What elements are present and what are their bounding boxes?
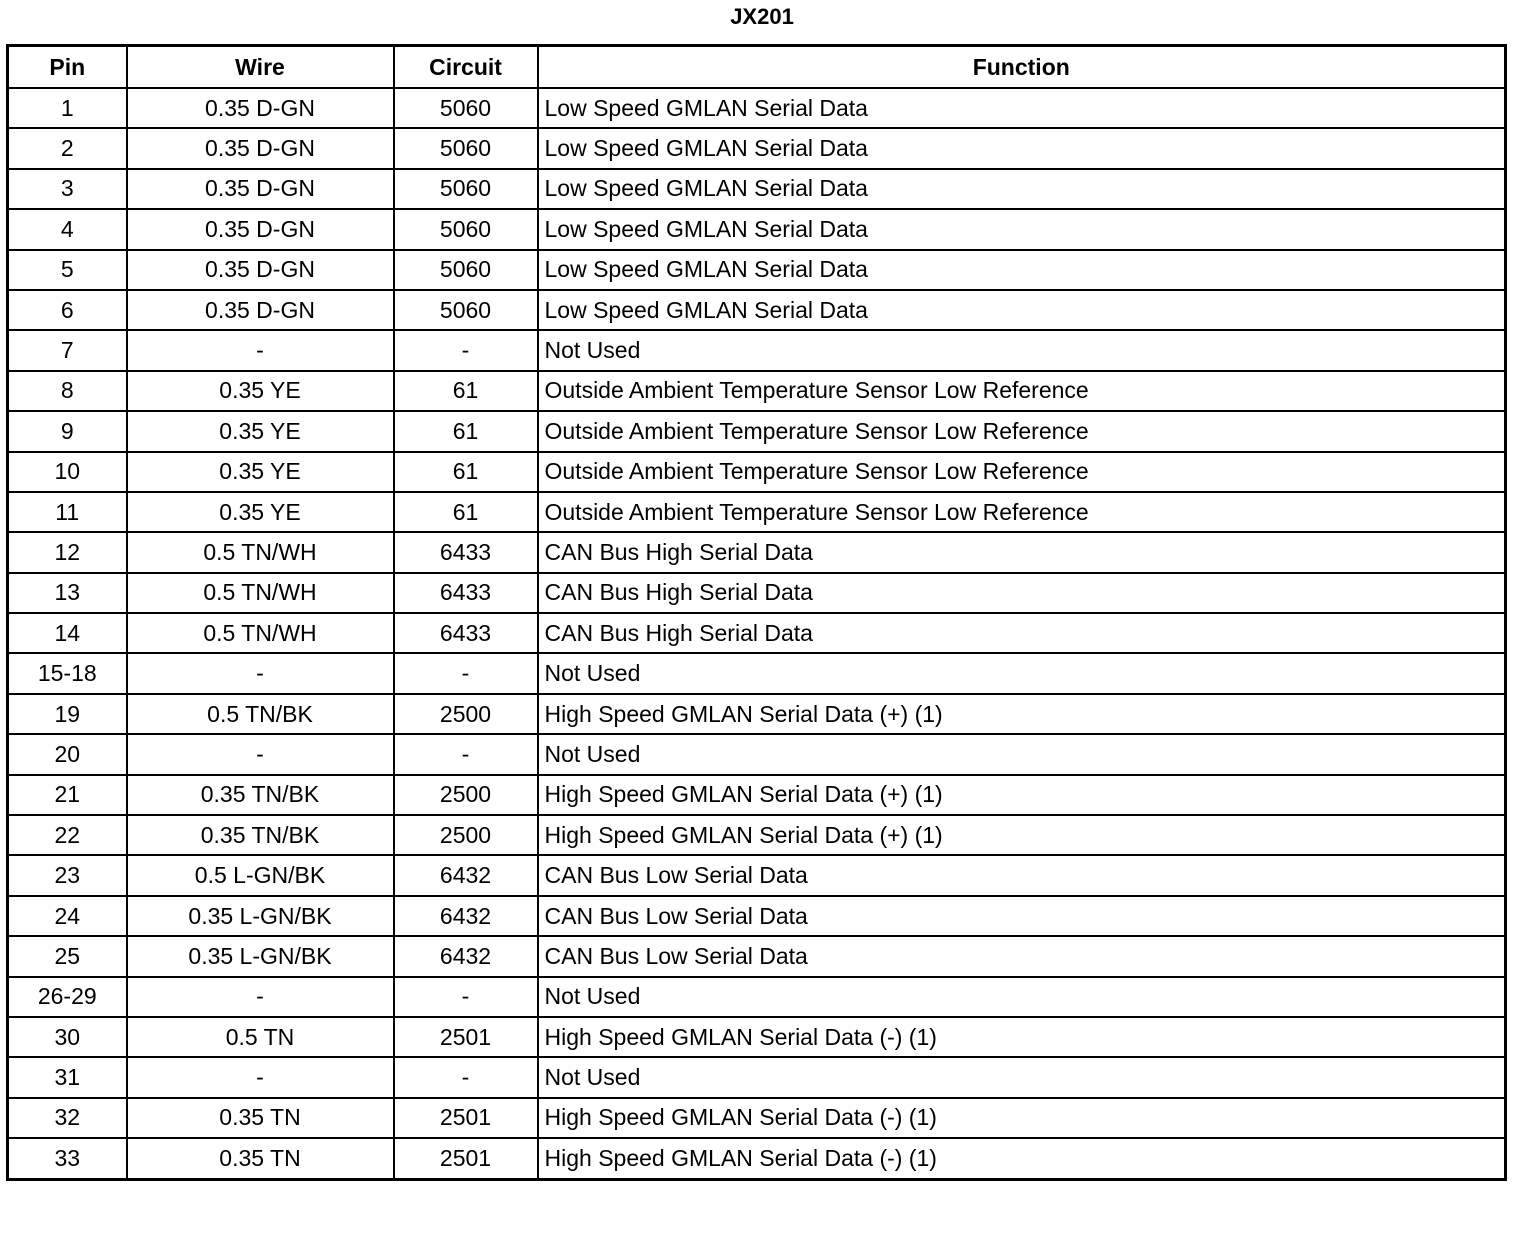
function-cell: High Speed GMLAN Serial Data (-) (1) bbox=[538, 1098, 1506, 1138]
circuit-cell: 61 bbox=[394, 371, 538, 411]
pin-cell: 20 bbox=[8, 734, 127, 774]
circuit-cell: 6433 bbox=[394, 613, 538, 653]
circuit-cell: 61 bbox=[394, 492, 538, 532]
function-cell: CAN Bus High Serial Data bbox=[538, 573, 1506, 613]
pin-cell: 3 bbox=[8, 169, 127, 209]
pin-cell: 31 bbox=[8, 1057, 127, 1097]
pin-cell: 4 bbox=[8, 209, 127, 249]
table-row bbox=[8, 371, 1506, 411]
table-row bbox=[8, 855, 1506, 895]
wire-cell: 0.35 YE bbox=[127, 371, 394, 411]
table-row bbox=[8, 815, 1506, 855]
wire-cell: - bbox=[127, 1057, 394, 1097]
pin-cell: 22 bbox=[8, 815, 127, 855]
function-cell: CAN Bus Low Serial Data bbox=[538, 855, 1506, 895]
circuit-cell: 61 bbox=[394, 452, 538, 492]
table-row bbox=[8, 492, 1506, 532]
circuit-cell: 5060 bbox=[394, 128, 538, 168]
pin-cell: 33 bbox=[8, 1138, 127, 1179]
pin-cell: 15-18 bbox=[8, 653, 127, 693]
table-row bbox=[8, 128, 1506, 168]
wire-cell: - bbox=[127, 977, 394, 1017]
pin-cell: 13 bbox=[8, 573, 127, 613]
table-row bbox=[8, 573, 1506, 613]
function-cell: CAN Bus Low Serial Data bbox=[538, 936, 1506, 976]
function-cell: CAN Bus Low Serial Data bbox=[538, 896, 1506, 936]
wire-cell: 0.35 YE bbox=[127, 492, 394, 532]
wire-cell: 0.5 TN/WH bbox=[127, 573, 394, 613]
function-cell: High Speed GMLAN Serial Data (+) (1) bbox=[538, 815, 1506, 855]
pin-cell: 19 bbox=[8, 694, 127, 734]
function-cell: Not Used bbox=[538, 1057, 1506, 1097]
circuit-cell: 2500 bbox=[394, 694, 538, 734]
wire-cell: 0.35 L-GN/BK bbox=[127, 936, 394, 976]
function-cell: High Speed GMLAN Serial Data (-) (1) bbox=[538, 1138, 1506, 1179]
circuit-cell: 5060 bbox=[394, 209, 538, 249]
wire-cell: - bbox=[127, 734, 394, 774]
pin-cell: 12 bbox=[8, 532, 127, 572]
function-cell: CAN Bus High Serial Data bbox=[538, 613, 1506, 653]
table-row bbox=[8, 613, 1506, 653]
table-row bbox=[8, 1098, 1506, 1138]
pin-cell: 30 bbox=[8, 1017, 127, 1057]
function-cell: Not Used bbox=[538, 653, 1506, 693]
table-row bbox=[8, 734, 1506, 774]
pin-cell: 11 bbox=[8, 492, 127, 532]
pin-cell: 14 bbox=[8, 613, 127, 653]
function-cell: CAN Bus High Serial Data bbox=[538, 532, 1506, 572]
function-cell: Outside Ambient Temperature Sensor Low Reference bbox=[538, 371, 1506, 411]
function-cell: Not Used bbox=[538, 734, 1506, 774]
wire-cell: 0.35 D-GN bbox=[127, 250, 394, 290]
pin-cell: 26-29 bbox=[8, 977, 127, 1017]
function-cell: High Speed GMLAN Serial Data (+) (1) bbox=[538, 775, 1506, 815]
wire-cell: 0.5 TN/WH bbox=[127, 532, 394, 572]
pin-cell: 25 bbox=[8, 936, 127, 976]
pinout-body bbox=[8, 88, 1506, 1179]
circuit-cell: 2500 bbox=[394, 815, 538, 855]
pin-cell: 8 bbox=[8, 371, 127, 411]
wire-cell: 0.35 L-GN/BK bbox=[127, 896, 394, 936]
wire-cell: 0.35 D-GN bbox=[127, 209, 394, 249]
circuit-cell: 6432 bbox=[394, 896, 538, 936]
pin-cell: 23 bbox=[8, 855, 127, 895]
wire-cell: 0.35 D-GN bbox=[127, 88, 394, 128]
table-row bbox=[8, 330, 1506, 370]
function-cell: Not Used bbox=[538, 977, 1506, 1017]
table-row bbox=[8, 169, 1506, 209]
circuit-cell: - bbox=[394, 977, 538, 1017]
wire-cell: 0.35 YE bbox=[127, 452, 394, 492]
function-cell: Low Speed GMLAN Serial Data bbox=[538, 250, 1506, 290]
pin-cell: 9 bbox=[8, 411, 127, 451]
pin-cell: 5 bbox=[8, 250, 127, 290]
column-header-wire: Wire bbox=[127, 46, 394, 89]
function-cell: Low Speed GMLAN Serial Data bbox=[538, 169, 1506, 209]
circuit-cell: 6432 bbox=[394, 855, 538, 895]
circuit-cell: 6433 bbox=[394, 532, 538, 572]
column-header-function: Function bbox=[538, 46, 1506, 89]
table-row bbox=[8, 936, 1506, 976]
connector-title: JX201 bbox=[730, 4, 794, 29]
wire-cell: 0.35 TN/BK bbox=[127, 815, 394, 855]
table-row bbox=[8, 88, 1506, 128]
function-cell: Not Used bbox=[538, 330, 1506, 370]
function-cell: Outside Ambient Temperature Sensor Low Reference bbox=[538, 411, 1506, 451]
function-cell: High Speed GMLAN Serial Data (+) (1) bbox=[538, 694, 1506, 734]
circuit-cell: 6433 bbox=[394, 573, 538, 613]
circuit-cell: 2501 bbox=[394, 1098, 538, 1138]
function-cell: Low Speed GMLAN Serial Data bbox=[538, 290, 1506, 330]
circuit-cell: 5060 bbox=[394, 250, 538, 290]
table-row bbox=[8, 775, 1506, 815]
table-row bbox=[8, 977, 1506, 1017]
pin-cell: 6 bbox=[8, 290, 127, 330]
wire-cell: 0.5 TN/BK bbox=[127, 694, 394, 734]
table-row bbox=[8, 209, 1506, 249]
column-header-circuit: Circuit bbox=[394, 46, 538, 89]
circuit-cell: 5060 bbox=[394, 88, 538, 128]
function-cell: Outside Ambient Temperature Sensor Low Reference bbox=[538, 492, 1506, 532]
function-cell: Outside Ambient Temperature Sensor Low Reference bbox=[538, 452, 1506, 492]
pin-cell: 2 bbox=[8, 128, 127, 168]
pin-cell: 21 bbox=[8, 775, 127, 815]
function-cell: High Speed GMLAN Serial Data (-) (1) bbox=[538, 1017, 1506, 1057]
pin-cell: 24 bbox=[8, 896, 127, 936]
circuit-cell: 61 bbox=[394, 411, 538, 451]
wire-cell: 0.35 TN bbox=[127, 1098, 394, 1138]
circuit-cell: 5060 bbox=[394, 169, 538, 209]
pin-cell: 32 bbox=[8, 1098, 127, 1138]
column-header-pin: Pin bbox=[8, 46, 127, 89]
wire-cell: 0.35 TN bbox=[127, 1138, 394, 1179]
pin-cell: 10 bbox=[8, 452, 127, 492]
function-cell: Low Speed GMLAN Serial Data bbox=[538, 128, 1506, 168]
table-row bbox=[8, 653, 1506, 693]
wire-cell: 0.5 TN bbox=[127, 1017, 394, 1057]
table-row bbox=[8, 411, 1506, 451]
pin-cell: 7 bbox=[8, 330, 127, 370]
table-row bbox=[8, 694, 1506, 734]
table-row bbox=[8, 532, 1506, 572]
pin-cell: 1 bbox=[8, 88, 127, 128]
circuit-cell: - bbox=[394, 330, 538, 370]
circuit-cell: - bbox=[394, 653, 538, 693]
circuit-cell: 6432 bbox=[394, 936, 538, 976]
function-cell: Low Speed GMLAN Serial Data bbox=[538, 88, 1506, 128]
table-row bbox=[8, 250, 1506, 290]
wire-cell: 0.35 D-GN bbox=[127, 128, 394, 168]
pinout-table bbox=[6, 44, 1507, 1181]
circuit-cell: 2500 bbox=[394, 775, 538, 815]
wire-cell: - bbox=[127, 653, 394, 693]
table-row bbox=[8, 1138, 1506, 1179]
circuit-cell: - bbox=[394, 1057, 538, 1097]
table-row bbox=[8, 896, 1506, 936]
wire-cell: 0.35 YE bbox=[127, 411, 394, 451]
wire-cell: 0.35 D-GN bbox=[127, 290, 394, 330]
function-cell: Low Speed GMLAN Serial Data bbox=[538, 209, 1506, 249]
wire-cell: - bbox=[127, 330, 394, 370]
wire-cell: 0.5 L-GN/BK bbox=[127, 855, 394, 895]
wire-cell: 0.35 D-GN bbox=[127, 169, 394, 209]
circuit-cell: - bbox=[394, 734, 538, 774]
wire-cell: 0.5 TN/WH bbox=[127, 613, 394, 653]
table-row bbox=[8, 452, 1506, 492]
header-row bbox=[8, 46, 1506, 89]
table-row bbox=[8, 1017, 1506, 1057]
wire-cell: 0.35 TN/BK bbox=[127, 775, 394, 815]
circuit-cell: 2501 bbox=[394, 1138, 538, 1179]
circuit-cell: 2501 bbox=[394, 1017, 538, 1057]
table-row bbox=[8, 290, 1506, 330]
table-row bbox=[8, 1057, 1506, 1097]
circuit-cell: 5060 bbox=[394, 290, 538, 330]
